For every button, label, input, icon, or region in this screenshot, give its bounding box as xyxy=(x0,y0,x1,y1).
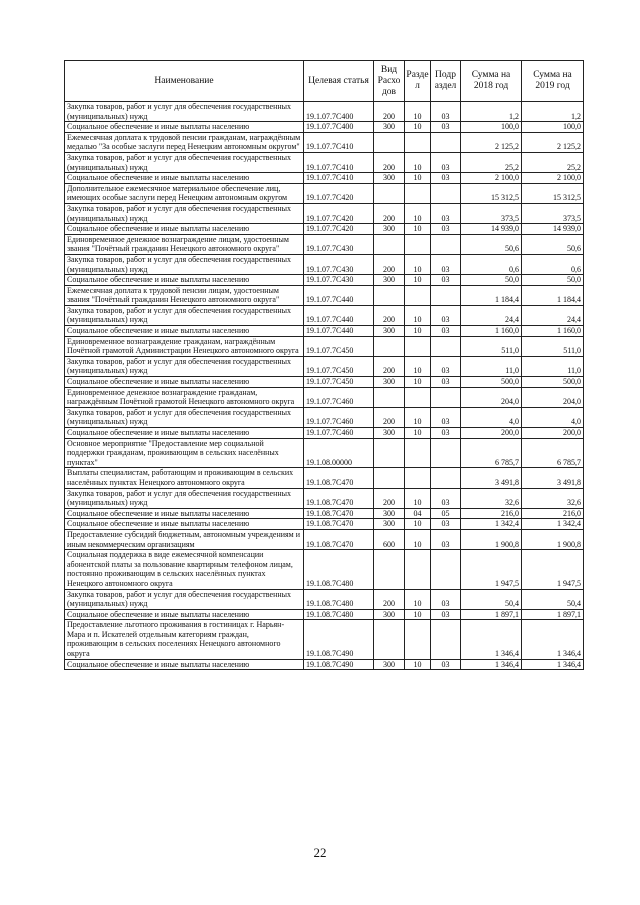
cell-podrazdel: 03 xyxy=(431,519,461,530)
cell-name: Социальное обеспечение и иные выплаты населению xyxy=(65,609,304,620)
cell-razdel: 10 xyxy=(405,275,431,286)
cell-vid xyxy=(374,336,405,356)
cell-article: 19.1.07.7С430 xyxy=(304,254,374,274)
cell-sum-2018: 3 491,8 xyxy=(461,468,522,488)
cell-vid xyxy=(374,550,405,589)
cell-vid xyxy=(374,620,405,659)
cell-podrazdel: 03 xyxy=(431,305,461,325)
cell-name: Социальное обеспечение и иные выплаты населению xyxy=(65,326,304,337)
cell-razdel xyxy=(405,620,431,659)
cell-article: 19.1.07.7С450 xyxy=(304,336,374,356)
cell-sum-2019: 1 947,5 xyxy=(522,550,584,589)
cell-sum-2019: 1 346,4 xyxy=(522,620,584,659)
cell-razdel xyxy=(405,234,431,254)
cell-sum-2018: 4,0 xyxy=(461,407,522,427)
cell-sum-2018: 511,0 xyxy=(461,336,522,356)
cell-name: Закупка товаров, работ и услуг для обеспечения государственных (муниципальных) нужд xyxy=(65,152,304,172)
table-row xyxy=(65,234,584,254)
cell-sum-2019: 511,0 xyxy=(522,336,584,356)
table-row xyxy=(65,132,584,152)
cell-sum-2019: 32,6 xyxy=(522,488,584,508)
cell-vid xyxy=(374,132,405,152)
cell-sum-2018: 1 346,4 xyxy=(461,659,522,670)
cell-vid: 200 xyxy=(374,102,405,122)
cell-sum-2019: 1 900,8 xyxy=(522,529,584,549)
cell-razdel: 10 xyxy=(405,203,431,223)
cell-article: 19.1.07.7С450 xyxy=(304,356,374,376)
cell-name: Закупка товаров, работ и услуг для обеспечения государственных (муниципальных) нужд xyxy=(65,488,304,508)
table-row xyxy=(65,102,584,122)
table-row xyxy=(65,488,584,508)
cell-name: Предоставление льготного проживания в гостиницах г. Нарьян-Мара и п. Искателей отдельным категориям граждан, проживающим в сельских поселениях Ненецкого автономного округа xyxy=(65,620,304,659)
cell-article: 19.1.08.7С470 xyxy=(304,508,374,519)
cell-sum-2018: 14 939,0 xyxy=(461,224,522,235)
cell-vid: 300 xyxy=(374,173,405,184)
cell-article: 19.1.07.7С410 xyxy=(304,132,374,152)
cell-sum-2018: 500,0 xyxy=(461,377,522,388)
cell-vid: 300 xyxy=(374,508,405,519)
cell-sum-2018: 2 125,2 xyxy=(461,132,522,152)
header-vid: Вид Расхо дов xyxy=(374,61,405,102)
cell-razdel: 10 xyxy=(405,102,431,122)
budget-document xyxy=(64,60,583,670)
cell-razdel: 10 xyxy=(405,224,431,235)
cell-podrazdel: 03 xyxy=(431,152,461,172)
cell-article: 19.1.07.7С420 xyxy=(304,203,374,223)
cell-sum-2018: 25,2 xyxy=(461,152,522,172)
cell-sum-2019: 2 125,2 xyxy=(522,132,584,152)
cell-podrazdel xyxy=(431,620,461,659)
cell-sum-2018: 204,0 xyxy=(461,387,522,407)
cell-sum-2018: 50,6 xyxy=(461,234,522,254)
cell-vid: 200 xyxy=(374,356,405,376)
cell-article: 19.1.07.7С450 xyxy=(304,377,374,388)
cell-podrazdel: 03 xyxy=(431,529,461,549)
cell-article: 19.1.07.7С410 xyxy=(304,173,374,184)
cell-name: Основное мероприятие "Предоставление мер социальной поддержки гражданам, проживающим в сельских населённых пунктах" xyxy=(65,438,304,468)
cell-podrazdel xyxy=(431,132,461,152)
cell-podrazdel: 03 xyxy=(431,254,461,274)
cell-article: 19.1.07.7С460 xyxy=(304,387,374,407)
cell-sum-2018: 6 785,7 xyxy=(461,438,522,468)
cell-article: 19.1.07.7С430 xyxy=(304,234,374,254)
cell-sum-2019: 50,4 xyxy=(522,589,584,609)
cell-article: 19.1.07.7С400 xyxy=(304,102,374,122)
cell-razdel xyxy=(405,132,431,152)
cell-article: 19.1.08.7С470 xyxy=(304,519,374,530)
cell-razdel: 10 xyxy=(405,356,431,376)
cell-article: 19.1.08.7С490 xyxy=(304,659,374,670)
table-row xyxy=(65,620,584,659)
cell-vid: 200 xyxy=(374,305,405,325)
cell-sum-2018: 200,0 xyxy=(461,428,522,439)
cell-sum-2019: 1 342,4 xyxy=(522,519,584,530)
cell-razdel xyxy=(405,336,431,356)
header-razdel: Разде л xyxy=(405,61,431,102)
cell-razdel: 10 xyxy=(405,326,431,337)
cell-vid: 200 xyxy=(374,203,405,223)
table-row xyxy=(65,285,584,305)
cell-sum-2018: 50,4 xyxy=(461,589,522,609)
cell-name: Закупка товаров, работ и услуг для обеспечения государственных (муниципальных) нужд xyxy=(65,356,304,376)
cell-podrazdel: 05 xyxy=(431,508,461,519)
cell-podrazdel xyxy=(431,336,461,356)
cell-name: Выплаты специалистам, работающим и проживающим в сельских населённых пунктах Ненецкого автономного округа xyxy=(65,468,304,488)
cell-sum-2019: 1 160,0 xyxy=(522,326,584,337)
cell-sum-2019: 204,0 xyxy=(522,387,584,407)
cell-sum-2018: 50,0 xyxy=(461,275,522,286)
cell-vid: 300 xyxy=(374,659,405,670)
cell-article: 19.1.07.7С430 xyxy=(304,275,374,286)
cell-razdel: 10 xyxy=(405,589,431,609)
cell-podrazdel: 03 xyxy=(431,275,461,286)
cell-podrazdel xyxy=(431,438,461,468)
table-row xyxy=(65,152,584,172)
cell-vid: 300 xyxy=(374,377,405,388)
cell-razdel xyxy=(405,550,431,589)
cell-sum-2018: 1 184,4 xyxy=(461,285,522,305)
cell-sum-2019: 100,0 xyxy=(522,122,584,133)
cell-name: Социальное обеспечение и иные выплаты населению xyxy=(65,122,304,133)
cell-vid: 200 xyxy=(374,407,405,427)
cell-podrazdel: 03 xyxy=(431,407,461,427)
cell-sum-2018: 216,0 xyxy=(461,508,522,519)
cell-vid xyxy=(374,234,405,254)
table-row xyxy=(65,305,584,325)
cell-vid: 200 xyxy=(374,152,405,172)
cell-razdel: 10 xyxy=(405,305,431,325)
cell-article: 19.1.07.7С440 xyxy=(304,285,374,305)
cell-razdel: 10 xyxy=(405,428,431,439)
cell-sum-2018: 1 160,0 xyxy=(461,326,522,337)
cell-article: 19.1.07.7С400 xyxy=(304,122,374,133)
cell-article: 19.1.07.7С420 xyxy=(304,183,374,203)
cell-vid: 200 xyxy=(374,589,405,609)
table-row xyxy=(65,387,584,407)
cell-sum-2019: 24,4 xyxy=(522,305,584,325)
table-row xyxy=(65,326,584,337)
cell-sum-2019: 0,6 xyxy=(522,254,584,274)
cell-podrazdel: 03 xyxy=(431,377,461,388)
cell-vid: 300 xyxy=(374,326,405,337)
table-row xyxy=(65,122,584,133)
cell-vid: 300 xyxy=(374,122,405,133)
cell-sum-2019: 1,2 xyxy=(522,102,584,122)
table-row xyxy=(65,519,584,530)
cell-sum-2019: 15 312,5 xyxy=(522,183,584,203)
cell-sum-2019: 3 491,8 xyxy=(522,468,584,488)
cell-razdel: 10 xyxy=(405,519,431,530)
cell-sum-2018: 32,6 xyxy=(461,488,522,508)
cell-sum-2019: 1 897,1 xyxy=(522,609,584,620)
cell-sum-2018: 373,5 xyxy=(461,203,522,223)
table-row xyxy=(65,173,584,184)
table-row xyxy=(65,254,584,274)
cell-podrazdel xyxy=(431,387,461,407)
cell-vid xyxy=(374,438,405,468)
cell-article: 19.1.08.7С470 xyxy=(304,488,374,508)
cell-sum-2018: 1 947,5 xyxy=(461,550,522,589)
cell-podrazdel: 03 xyxy=(431,589,461,609)
cell-razdel: 10 xyxy=(405,377,431,388)
cell-vid xyxy=(374,183,405,203)
cell-razdel xyxy=(405,438,431,468)
cell-razdel xyxy=(405,285,431,305)
cell-sum-2018: 1,2 xyxy=(461,102,522,122)
cell-name: Закупка товаров, работ и услуг для обеспечения государственных (муниципальных) нужд xyxy=(65,305,304,325)
cell-vid: 300 xyxy=(374,275,405,286)
header-name: Наименование xyxy=(65,61,304,102)
cell-vid: 300 xyxy=(374,519,405,530)
table-row xyxy=(65,336,584,356)
cell-vid: 200 xyxy=(374,488,405,508)
cell-sum-2019: 25,2 xyxy=(522,152,584,172)
cell-podrazdel: 03 xyxy=(431,122,461,133)
cell-vid xyxy=(374,387,405,407)
table-row xyxy=(65,589,584,609)
cell-vid: 300 xyxy=(374,609,405,620)
cell-sum-2019: 6 785,7 xyxy=(522,438,584,468)
cell-podrazdel: 03 xyxy=(431,428,461,439)
cell-sum-2018: 100,0 xyxy=(461,122,522,133)
cell-article: 19.1.08.7С480 xyxy=(304,609,374,620)
cell-sum-2019: 500,0 xyxy=(522,377,584,388)
cell-sum-2019: 200,0 xyxy=(522,428,584,439)
cell-razdel: 10 xyxy=(405,488,431,508)
cell-name: Социальное обеспечение и иные выплаты населению xyxy=(65,519,304,530)
cell-name: Закупка товаров, работ и услуг для обеспечения государственных (муниципальных) нужд xyxy=(65,102,304,122)
table-row xyxy=(65,550,584,589)
cell-podrazdel: 03 xyxy=(431,659,461,670)
cell-article: 19.1.08.7С480 xyxy=(304,550,374,589)
page-number: 22 xyxy=(313,845,327,860)
cell-article: 19.1.08.7С470 xyxy=(304,529,374,549)
cell-podrazdel: 03 xyxy=(431,326,461,337)
table-row xyxy=(65,203,584,223)
cell-sum-2019: 50,0 xyxy=(522,275,584,286)
cell-sum-2019: 2 100,0 xyxy=(522,173,584,184)
cell-name: Единовременное денежное вознаграждение гражданам, награждённым Почётной грамотой Ненецкого автономного округа xyxy=(65,387,304,407)
cell-sum-2018: 1 346,4 xyxy=(461,620,522,659)
budget-table xyxy=(64,60,584,670)
cell-article: 19.1.08.7С470 xyxy=(304,468,374,488)
cell-sum-2019: 1 184,4 xyxy=(522,285,584,305)
cell-name: Ежемесячная доплата к трудовой пенсии лицам, удостоенным звания "Почётный гражданин Ненецкого автономного округа" xyxy=(65,285,304,305)
cell-razdel: 10 xyxy=(405,529,431,549)
cell-podrazdel xyxy=(431,234,461,254)
cell-razdel: 10 xyxy=(405,152,431,172)
cell-razdel: 10 xyxy=(405,609,431,620)
cell-vid: 200 xyxy=(374,254,405,274)
table-header xyxy=(65,61,584,102)
cell-sum-2019: 50,6 xyxy=(522,234,584,254)
cell-sum-2018: 1 897,1 xyxy=(461,609,522,620)
cell-name: Социальное обеспечение и иные выплаты населению xyxy=(65,173,304,184)
table-row xyxy=(65,275,584,286)
cell-name: Ежемесячная доплата к трудовой пенсии гражданам, награждённым медалью "За особые заслуги перед Ненецким автономным округом" xyxy=(65,132,304,152)
cell-article: 19.1.08.00000 xyxy=(304,438,374,468)
cell-article: 19.1.07.7С440 xyxy=(304,305,374,325)
cell-razdel: 04 xyxy=(405,508,431,519)
cell-podrazdel: 03 xyxy=(431,609,461,620)
cell-name: Социальное обеспечение и иные выплаты населению xyxy=(65,224,304,235)
cell-podrazdel: 03 xyxy=(431,173,461,184)
cell-podrazdel: 03 xyxy=(431,102,461,122)
cell-vid xyxy=(374,468,405,488)
cell-vid: 300 xyxy=(374,428,405,439)
table-row xyxy=(65,508,584,519)
cell-sum-2018: 24,4 xyxy=(461,305,522,325)
table-row xyxy=(65,529,584,549)
cell-sum-2018: 2 100,0 xyxy=(461,173,522,184)
cell-razdel xyxy=(405,183,431,203)
cell-podrazdel xyxy=(431,285,461,305)
cell-razdel: 10 xyxy=(405,659,431,670)
cell-sum-2019: 14 939,0 xyxy=(522,224,584,235)
cell-razdel: 10 xyxy=(405,173,431,184)
table-row xyxy=(65,659,584,670)
cell-razdel xyxy=(405,387,431,407)
cell-razdel: 10 xyxy=(405,122,431,133)
cell-podrazdel: 03 xyxy=(431,203,461,223)
cell-podrazdel xyxy=(431,183,461,203)
header-podrazdel: Подр аздел xyxy=(431,61,461,102)
table-row xyxy=(65,609,584,620)
cell-article: 19.1.07.7С440 xyxy=(304,326,374,337)
table-row xyxy=(65,407,584,427)
cell-sum-2018: 11,0 xyxy=(461,356,522,376)
cell-podrazdel xyxy=(431,468,461,488)
cell-sum-2019: 4,0 xyxy=(522,407,584,427)
table-row xyxy=(65,377,584,388)
cell-sum-2018: 0,6 xyxy=(461,254,522,274)
cell-sum-2019: 1 346,4 xyxy=(522,659,584,670)
cell-vid: 600 xyxy=(374,529,405,549)
cell-name: Социальное обеспечение и иные выплаты населению xyxy=(65,428,304,439)
cell-name: Социальное обеспечение и иные выплаты населению xyxy=(65,377,304,388)
cell-name: Социальная поддержка в виде ежемесячной компенсации абонентской платы за пользование квартирным телефоном лицам, постоянно проживающим в сельских населённых пунктах Ненецкого автономного округа xyxy=(65,550,304,589)
table-row xyxy=(65,356,584,376)
cell-name: Социальное обеспечение и иные выплаты населению xyxy=(65,275,304,286)
cell-name: Закупка товаров, работ и услуг для обеспечения государственных (муниципальных) нужд xyxy=(65,407,304,427)
table-row xyxy=(65,224,584,235)
cell-name: Единовременное вознаграждение гражданам, награждённым Почётной грамотой Администрации Ненецкого автономного округа xyxy=(65,336,304,356)
cell-podrazdel: 03 xyxy=(431,488,461,508)
cell-sum-2019: 11,0 xyxy=(522,356,584,376)
cell-article: 19.1.07.7С410 xyxy=(304,152,374,172)
cell-name: Социальное обеспечение и иные выплаты населению xyxy=(65,508,304,519)
cell-sum-2018: 1 900,8 xyxy=(461,529,522,549)
cell-sum-2018: 1 342,4 xyxy=(461,519,522,530)
cell-article: 19.1.07.7С460 xyxy=(304,428,374,439)
cell-vid: 300 xyxy=(374,224,405,235)
cell-vid xyxy=(374,285,405,305)
table-row xyxy=(65,438,584,468)
cell-name: Дополнительное ежемесячное материальное обеспечение лиц, имеющих особые заслуги перед Ненецким автономным округом xyxy=(65,183,304,203)
header-article: Целевая статья xyxy=(304,61,374,102)
cell-article: 19.1.07.7С420 xyxy=(304,224,374,235)
cell-podrazdel: 03 xyxy=(431,224,461,235)
cell-sum-2019: 373,5 xyxy=(522,203,584,223)
cell-name: Единовременное денежное вознаграждение лицам, удостоенным звания "Почётный гражданин Ненецкого автономного округа" xyxy=(65,234,304,254)
cell-name: Предоставление субсидий бюджетным, автономным учреждениям и иным некоммерческим организациям xyxy=(65,529,304,549)
cell-article: 19.1.07.7С460 xyxy=(304,407,374,427)
cell-name: Закупка товаров, работ и услуг для обеспечения государственных (муниципальных) нужд xyxy=(65,589,304,609)
cell-article: 19.1.08.7С480 xyxy=(304,589,374,609)
cell-name: Закупка товаров, работ и услуг для обеспечения государственных (муниципальных) нужд xyxy=(65,254,304,274)
table-row xyxy=(65,183,584,203)
header-sum-2018: Сумма на 2018 год xyxy=(461,61,522,102)
cell-name: Закупка товаров, работ и услуг для обеспечения государственных (муниципальных) нужд xyxy=(65,203,304,223)
table-body xyxy=(65,102,584,670)
cell-sum-2018: 15 312,5 xyxy=(461,183,522,203)
header-sum-2019: Сумма на 2019 год xyxy=(522,61,584,102)
table-row xyxy=(65,468,584,488)
cell-razdel: 10 xyxy=(405,407,431,427)
cell-razdel xyxy=(405,468,431,488)
cell-podrazdel: 03 xyxy=(431,356,461,376)
cell-name: Социальное обеспечение и иные выплаты населению xyxy=(65,659,304,670)
cell-sum-2019: 216,0 xyxy=(522,508,584,519)
cell-razdel: 10 xyxy=(405,254,431,274)
table-row xyxy=(65,428,584,439)
cell-podrazdel xyxy=(431,550,461,589)
cell-article: 19.1.08.7С490 xyxy=(304,620,374,659)
